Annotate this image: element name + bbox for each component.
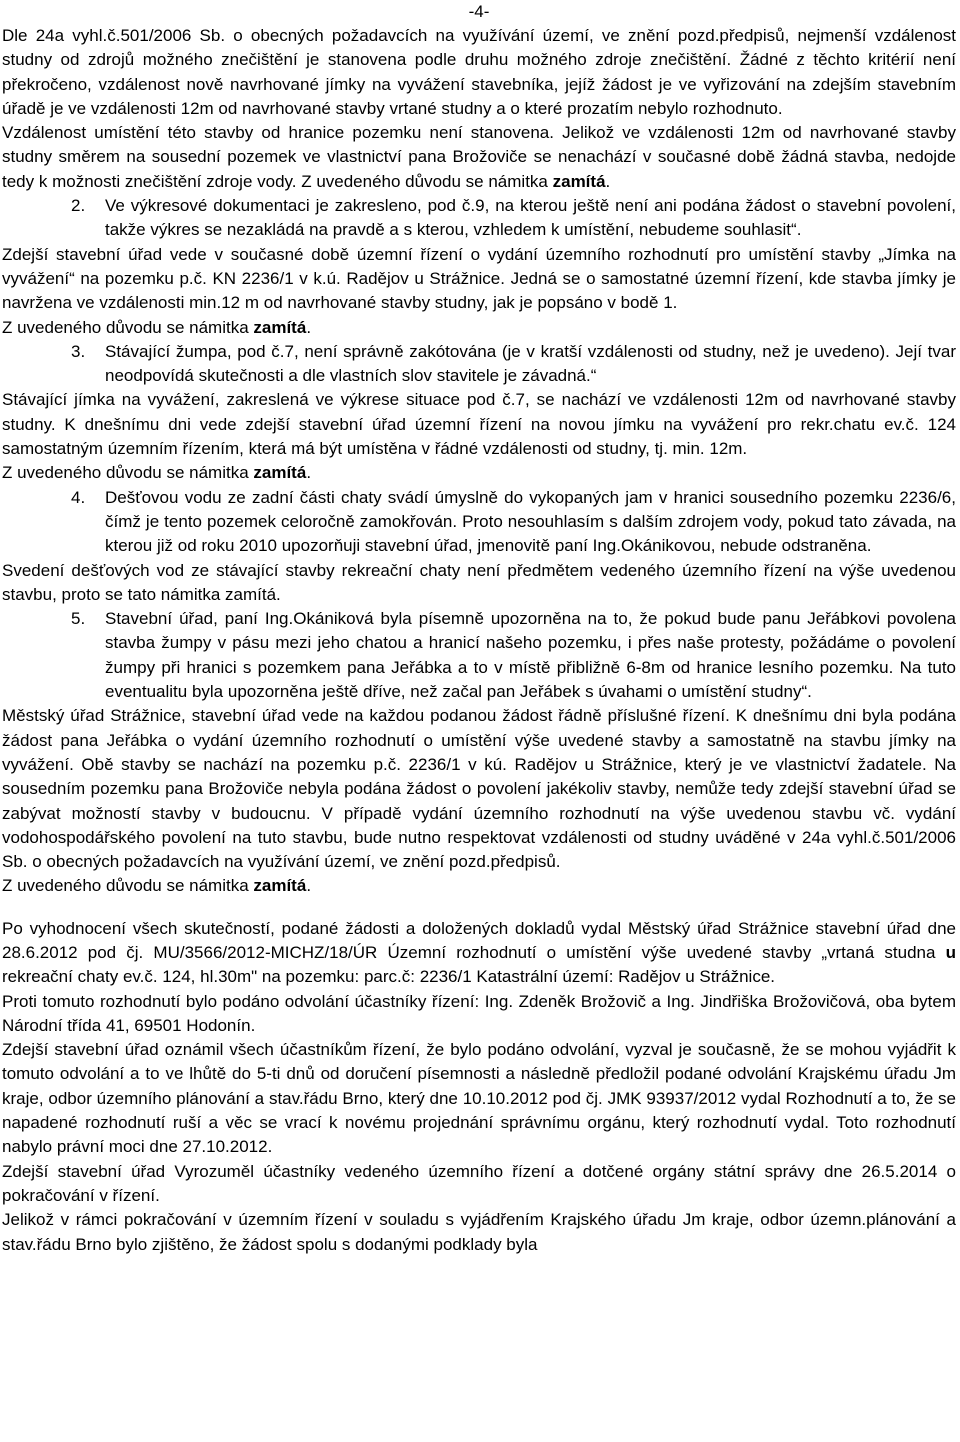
list-item-2-text: Ve výkresové dokumentaci je zakresleno, pod č.9, na kterou ještě není ani podána žádost o stavební povolení, takže výkres se nezakládá na pravdě a s kterou, vzhledem k umístění, nebudeme souhlasit“. xyxy=(105,196,956,240)
paragraph-4: Stávající jímka na vyvážení, zakreslená ve výkrese situace pod č.7, se nachází ve vzdálenosti 12m od navrhované stavby studny. K dnešnímu dni vede zdejší stavební úřad územní řízení na novou jímku na vyvážení pro rekr.chatu ev.č. 124 samostatným územním řízením, která má být umístěna v řádné vzdálenosti od studny, tj. min. 12m. xyxy=(2,390,956,459)
list-item-5 xyxy=(2,607,956,704)
paragraph-9: Zdejší stavební úřad oznámil všech účastníkům řízení, že bylo podáno odvolání, vyzval je současně, že se mohou vyjádřit k tomuto odvolání a to ve lhůtě do 5-ti dnů od doručení písemnosti a následně předložil podané odvolání Krajskému úřadu Jm kraje, odbor územního plánování a stav.řádu Brno, který dne 10.10.2012 pod čj. JMK 93937/2012 vydal Rozhodnutí a to, že se napadené rozhodnutí ruší a věc se vrací k novému projednání správnímu orgánu, který rozhodnutí vydal. Toto rozhodnutí nabylo právní moci dne 27.10.2012. xyxy=(2,1040,956,1157)
paragraph-10: Zdejší stavební úřad Vyrozuměl účastníky vedeného územního řízení a dotčené orgány státní správy dne 26.5.2014 o pokračování v řízení. xyxy=(2,1161,956,1205)
reason-line-1: Z uvedeného důvodu se námitka zamítá. xyxy=(2,317,312,337)
list-item-2 xyxy=(2,194,956,243)
list-item-3-text: Stávající žumpa, pod č.7, není správně zakótována (je v kratší vzdálenosti od studny, než je uvedeno). Její tvar neodpovídá skutečnosti a dle vlastních slov stavitele je závadná.“ xyxy=(105,341,956,386)
reason-line-3: Z uvedeného důvodu se námitka zamítá. xyxy=(2,876,312,896)
list-item-4-number: 4. xyxy=(71,487,86,507)
page-number: -4- xyxy=(468,2,490,21)
paragraph-8: Proti tomuto rozhodnutí bylo podáno odvolání účastníky řízení: Ing. Zdeněk Brožovič a Ing. Jindřiška Brožovičová, oba bytem Národní třída 41, 69501 Hodonín. xyxy=(2,991,956,1035)
rejected-word: zamítá xyxy=(253,876,307,896)
paragraph-2-text: Vzdálenost umístění této stavby od hranice pozemku není stanovena. Jelikož ve vzdálenosti 12m od navrhované stavby studny směrem na sousední pozemek ve vlastnictví pana Brožoviče se nenachází v současné době žádná stavba, nedojde tedy k možnosti znečištění zdroje vody. Z uvedeného důvodu se námitka xyxy=(2,123,956,191)
list-item-3-number: 3. xyxy=(71,341,86,361)
list-item-5-number: 5. xyxy=(71,609,86,629)
list-item-4-text: Dešťovou vodu ze zadní části chaty svádí úmyslně do vykopaných jam v hranici sousedního pozemku 2236/6, čímž je tento pozemek celoročně zamokřován. Proto nesouhlasím s dalším zdrojem vody, pokud tato závada, na kterou již od roku 2010 upozorňuji stavební úřad, jmenovitě paní Ing.Okánikovou, nebude odstraněna. xyxy=(105,487,956,556)
list-item-2-number: 2. xyxy=(71,196,86,216)
paragraph-3: Zdejší stavební úřad vede v současné době územní řízení o vydání územního rozhodnutí pro umístění stavby „Jímka na vyvážení“ na pozemku p.č. KN 2236/1 v k.ú. Radějov u Strážnice. Jedná se o samostatné územní řízení, kde stavba jímky je navržena ve vzdálenosti min.12 m od navrhované stavby studny, jak je popsáno v bodě 1. xyxy=(2,244,956,313)
rejected-word: zamítá xyxy=(552,171,606,191)
rejected-word: zamítá xyxy=(253,317,307,337)
list-item-4 xyxy=(2,486,956,559)
list-item-5-text: Stavební úřad, paní Ing.Okániková byla písemně upozorněna na to, že pokud bude panu Jeřábkovi povolena stavba žumpy v pásu mezi jeho chatou a hranicí našeho pozemku, i přes naše protesty, požádáme o povolení žumpy při hranici s pozemkem pana Jeřábka a to v místě přibližně 6-8m od hranice lesního pozemku. Na tuto eventualitu byla upozorněna ještě dříve, než začal pan Jeřábek s úvahami o umístění studny“. xyxy=(105,609,956,702)
paragraph-7: Po vyhodnocení všech skutečností, podané žádosti a doložených dokladů vydal Městský úřad Strážnice stavební úřad dne 28.6.2012 pod čj. MU/3566/2012-MICHZ/18/ÚR Územní rozhodnutí o umístění výše uvedené stavby „vrtaná studna u rekreační chaty ev.č. 124, hl.30m" na pozemku: parc.č: 2236/1 Katastrální území: Radějov u Strážnice. xyxy=(2,918,956,987)
paragraph-2: Vzdálenost umístění této stavby od hranice pozemku není stanovena. Jelikož ve vzdálenosti 12m od navrhované stavby studny směrem na sousední pozemek ve vlastnictví pana Brožoviče se nenachází v současné době žádná stavba, nedojde tedy k možnosti znečištění zdroje vody. Z uvedeného důvodu se námitka zamítá. xyxy=(2,123,956,191)
list-item-3 xyxy=(2,340,956,389)
paragraph-6: Městský úřad Strážnice, stavební úřad vede na každou podanou žádost řádně příslušné řízení. K dnešnímu dni byla podána žádost pana Jeřábka o vydání územního rozhodnutí o umístění výše uvedené stavby a samostatně na stavbu jímky na vyvážení. Obě stavby se nachází na pozemku p.č. 2236/1 v kú. Radějov u Strážnice, který je ve vlastnictví žadatele. Na sousedním pozemku pana Brožoviče nebyla podána žádost o povolení jakékoliv stavby, nemůže tedy zdejší stavební úřad se zabývat možností stavby v budoucnu. V případě vydání územního rozhodnutí na výše uvedenou stavbu vč. vydání vodohospodářského povolení na tuto stavbu, bude nutno respektovat vzdálenosti od studny uváděné v 24a vyhl.č.501/2006 Sb. o obecných požadavcích na využívání území, ve znění pozd.předpisů. xyxy=(2,706,956,872)
paragraph-11: Jelikož v rámci pokračování v územním řízení v souladu s vyjádřením Krajského úřadu Jm kraje, odbor územn.plánování a stav.řádu Brno bylo zjištěno, že žádost spolu s dodanými podklady byla xyxy=(2,1210,956,1254)
bold-u: u xyxy=(945,942,956,962)
paragraph-1: Dle 24a vyhl.č.501/2006 Sb. o obecných požadavcích na využívání území, ve znění pozd.předpisů, nejmenší vzdálenost studny od zdrojů možného znečištění je stanovena podle druhu možného zdroje znečištění. Žádné z těchto kritérií není překročeno, vzdálenost nově navrhované jímky na vyvážení stavebníka, jejíž žádost je ve vyřizování na zdejším stavebním úřadě je ve vzdálenosti 12m od navrhované stavby vrtané studny a o které prozatím nebylo rozhodnuto. xyxy=(2,26,956,118)
paragraph-5: Svedení dešťových vod ze stávající stavby rekreační chaty není předmětem vedeného územního řízení na výše uvedenou stavbu, proto se tato námitka zamítá. xyxy=(2,560,956,604)
rejected-word: zamítá xyxy=(253,463,307,483)
reason-line-2: Z uvedeného důvodu se námitka zamítá. xyxy=(2,463,312,483)
